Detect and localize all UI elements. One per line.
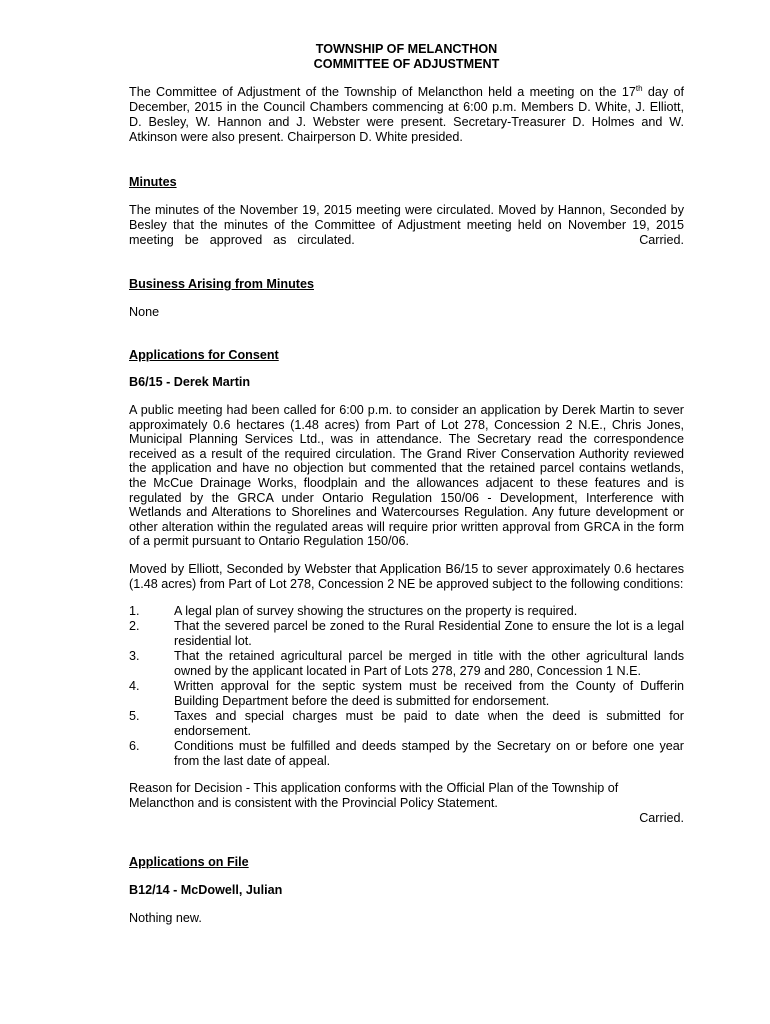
document-title (129, 42, 684, 72)
condition-text: Taxes and special charges must be paid to date when the deed is submitted for endorsement. (174, 708, 684, 738)
consent-carried: Carried. (639, 810, 684, 825)
consent-heading: Applications for Consent (129, 348, 279, 362)
consent-application-title: B6/15 - Derek Martin (129, 375, 251, 389)
condition-number: 1. (129, 603, 140, 618)
intro-text-start: The Committee of Adjustment of the Township of Melancthon held a meeting on the 17 (129, 85, 636, 99)
condition-item (129, 679, 684, 709)
minutes-paragraph (129, 203, 684, 248)
condition-item (129, 619, 684, 649)
consent-public-meeting-paragraph: A public meeting had been called for 6:00 p.m. to consider an application by Derek Martin to sever approximately 0.6 hectares (1.48 acres) from Part of Lot 278, Concession 2 N.E., Chris Jones, Municipal Planning Services Ltd., was in attendance. The Secretary read the correspondence received as a result of the required circulation. The Grand River Conservation Authority reviewed the application and have no objection but commented that the retained parcel contains wetlands, the McCue Drainage Works, floodplain and the allowances adjacent to these features and is regulated by the GRCA under Ontario Regulation 150/06 - Development, Interference with Wetlands and Alterations to Shorelines and Watercourses Regulation. Any future development or other alteration within the regulated areas will require prior written approval from GRCA in the form of a permit pursuant to Ontario Regulation 150/06. (129, 403, 684, 549)
condition-number: 3. (129, 648, 140, 663)
on-file-text: Nothing new. (129, 910, 202, 925)
condition-item (129, 739, 684, 769)
condition-item (129, 709, 684, 739)
document-page (129, 42, 684, 926)
condition-number: 6. (129, 738, 140, 753)
condition-item (129, 649, 684, 679)
minutes-carried: Carried. (639, 233, 684, 247)
on-file-application-title: B12/14 - McDowell, Julian (129, 882, 283, 897)
condition-text: Written approval for the septic system must be received from the County of Dufferin Building Department before the deed is submitted for endorsement. (174, 678, 684, 708)
condition-text: Conditions must be fulfilled and deeds stamped by the Secretary on or before one year from the last date of appeal. (174, 738, 684, 768)
condition-item (129, 604, 684, 619)
business-arising-heading: Business Arising from Minutes (129, 277, 314, 291)
condition-text: That the retained agricultural parcel be merged in title with the other agricultural lands owned by the applicant located in Part of Lots 278, 279 and 280, Concession 1 N.E. (174, 648, 684, 678)
reason-for-decision: Reason for Decision - This application conforms with the Official Plan of the Township of Melancthon and is consistent with the Provincial Policy Statement. (129, 780, 619, 810)
condition-number: 4. (129, 678, 140, 693)
business-arising-text: None (129, 305, 160, 319)
condition-number: 5. (129, 708, 140, 723)
condition-text: That the severed parcel be zoned to the Rural Residential Zone to ensure the lot is a legal residential lot. (174, 618, 684, 648)
intro-superscript: th (635, 83, 643, 93)
condition-number: 2. (129, 618, 140, 633)
applications-on-file-heading: Applications on File (129, 854, 249, 869)
intro-paragraph (129, 85, 684, 145)
condition-text: A legal plan of survey showing the structures on the property is required. (174, 603, 578, 618)
consent-motion-paragraph: Moved by Elliott, Seconded by Webster that Application B6/15 to sever approximately 0.6 hectares (1.48 acres) from Part of Lot 278, Concession 2 NE be approved subject to the following conditions: (129, 561, 684, 591)
conditions-list (129, 604, 684, 769)
title-line-committee: COMMITTEE OF ADJUSTMENT (313, 57, 500, 71)
minutes-text: The minutes of the November 19, 2015 meeting were circulated. Moved by Hannon, Seconded by Besley that the minutes of the Committee of Adjustment meeting held on November 19, 2015 meeting be approved as circulated. (129, 203, 684, 247)
title-line-township: TOWNSHIP OF MELANCTHON (315, 42, 498, 56)
intro-text-end: day of December, 2015 in the Council Chambers commencing at 6:00 p.m. Members D. White, J. Elliott, D. Besley, W. Hannon and J. Webster were present. Secretary-Treasurer D. Holmes and W. Atkinson were also present. Chairperson D. White presided. (129, 85, 684, 144)
minutes-heading: Minutes (129, 175, 177, 189)
